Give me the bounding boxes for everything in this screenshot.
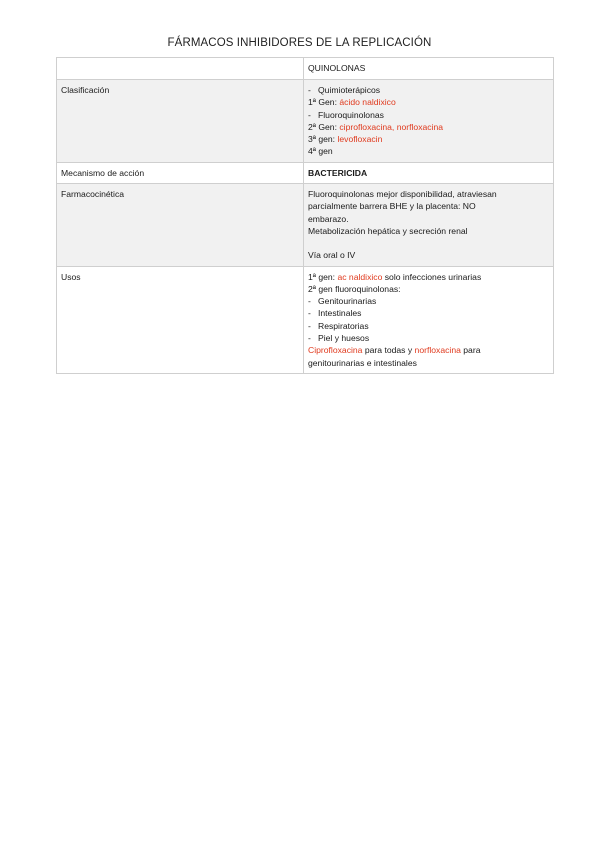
clasificacion-line-3: - Fluoroquinolonas (308, 109, 384, 120)
farmacocinetica-line-4: Metabolización hepática y secreción renal (308, 225, 468, 236)
usos-item-1: - Genitourinarias (308, 296, 377, 307)
clasificacion-line-4: 2ª Gen: ciprofloxacina, norfloxacina (308, 121, 444, 132)
usos-last-line: Ciprofloxacina para todas y norfloxacina para (308, 345, 481, 356)
clasificacion-value (304, 80, 554, 163)
farmacocinetica-spacer (308, 237, 549, 249)
header-quinolonas-cell: QUINOLONAS (304, 58, 554, 80)
usos-item-4: - Piel y huesos (308, 333, 370, 344)
table-row-usos (57, 266, 554, 373)
usos-line-1: 1ª gen: ac naldixico solo infecciones urinarias (308, 271, 482, 282)
table-row-mecanismo (57, 162, 554, 183)
usos-label: Usos (57, 266, 304, 373)
mecanismo-value: BACTERICIDA (304, 162, 554, 183)
farmacocinetica-line-2: parcialmente barrera BHE y la placenta: NO (308, 201, 476, 212)
farmacocinetica-value (304, 184, 554, 266)
usos-value (304, 266, 554, 373)
clasificacion-line-6: 4ª gen (308, 146, 333, 157)
farmacocinetica-line-5: Vía oral o IV (308, 250, 356, 261)
clasificacion-line-2: 1ª Gen: ácido naldixico (308, 97, 396, 108)
mecanismo-label: Mecanismo de acción (57, 162, 304, 183)
clasificacion-line-5: 3ª gen: levofloxacin (308, 134, 383, 145)
usos-item-2: - Intestinales (308, 308, 362, 319)
table-header-row (57, 58, 554, 80)
clasificacion-label: Clasificación (57, 80, 304, 163)
document-title: FÁRMACOS INHIBIDORES DE LA REPLICACIÓN (167, 37, 432, 49)
usos-last-line-2: genitourinarias e intestinales (308, 357, 417, 368)
usos-line-2: 2ª gen fluoroquinolonas: (308, 283, 401, 294)
table-row-clasificacion (57, 80, 554, 163)
farmacocinetica-line-1: Fluoroquinolonas mejor disponibilidad, atraviesan (308, 189, 497, 200)
drug-table (56, 57, 554, 374)
header-empty-cell (57, 58, 304, 80)
usos-item-3: - Respiratorias (308, 320, 369, 331)
clasificacion-line-1: - Quimioterápicos (308, 85, 381, 95)
farmacocinetica-label: Farmacocinética (57, 184, 304, 266)
table-row-farmacocinetica (57, 184, 554, 266)
farmacocinetica-line-3: embarazo. (308, 213, 349, 224)
